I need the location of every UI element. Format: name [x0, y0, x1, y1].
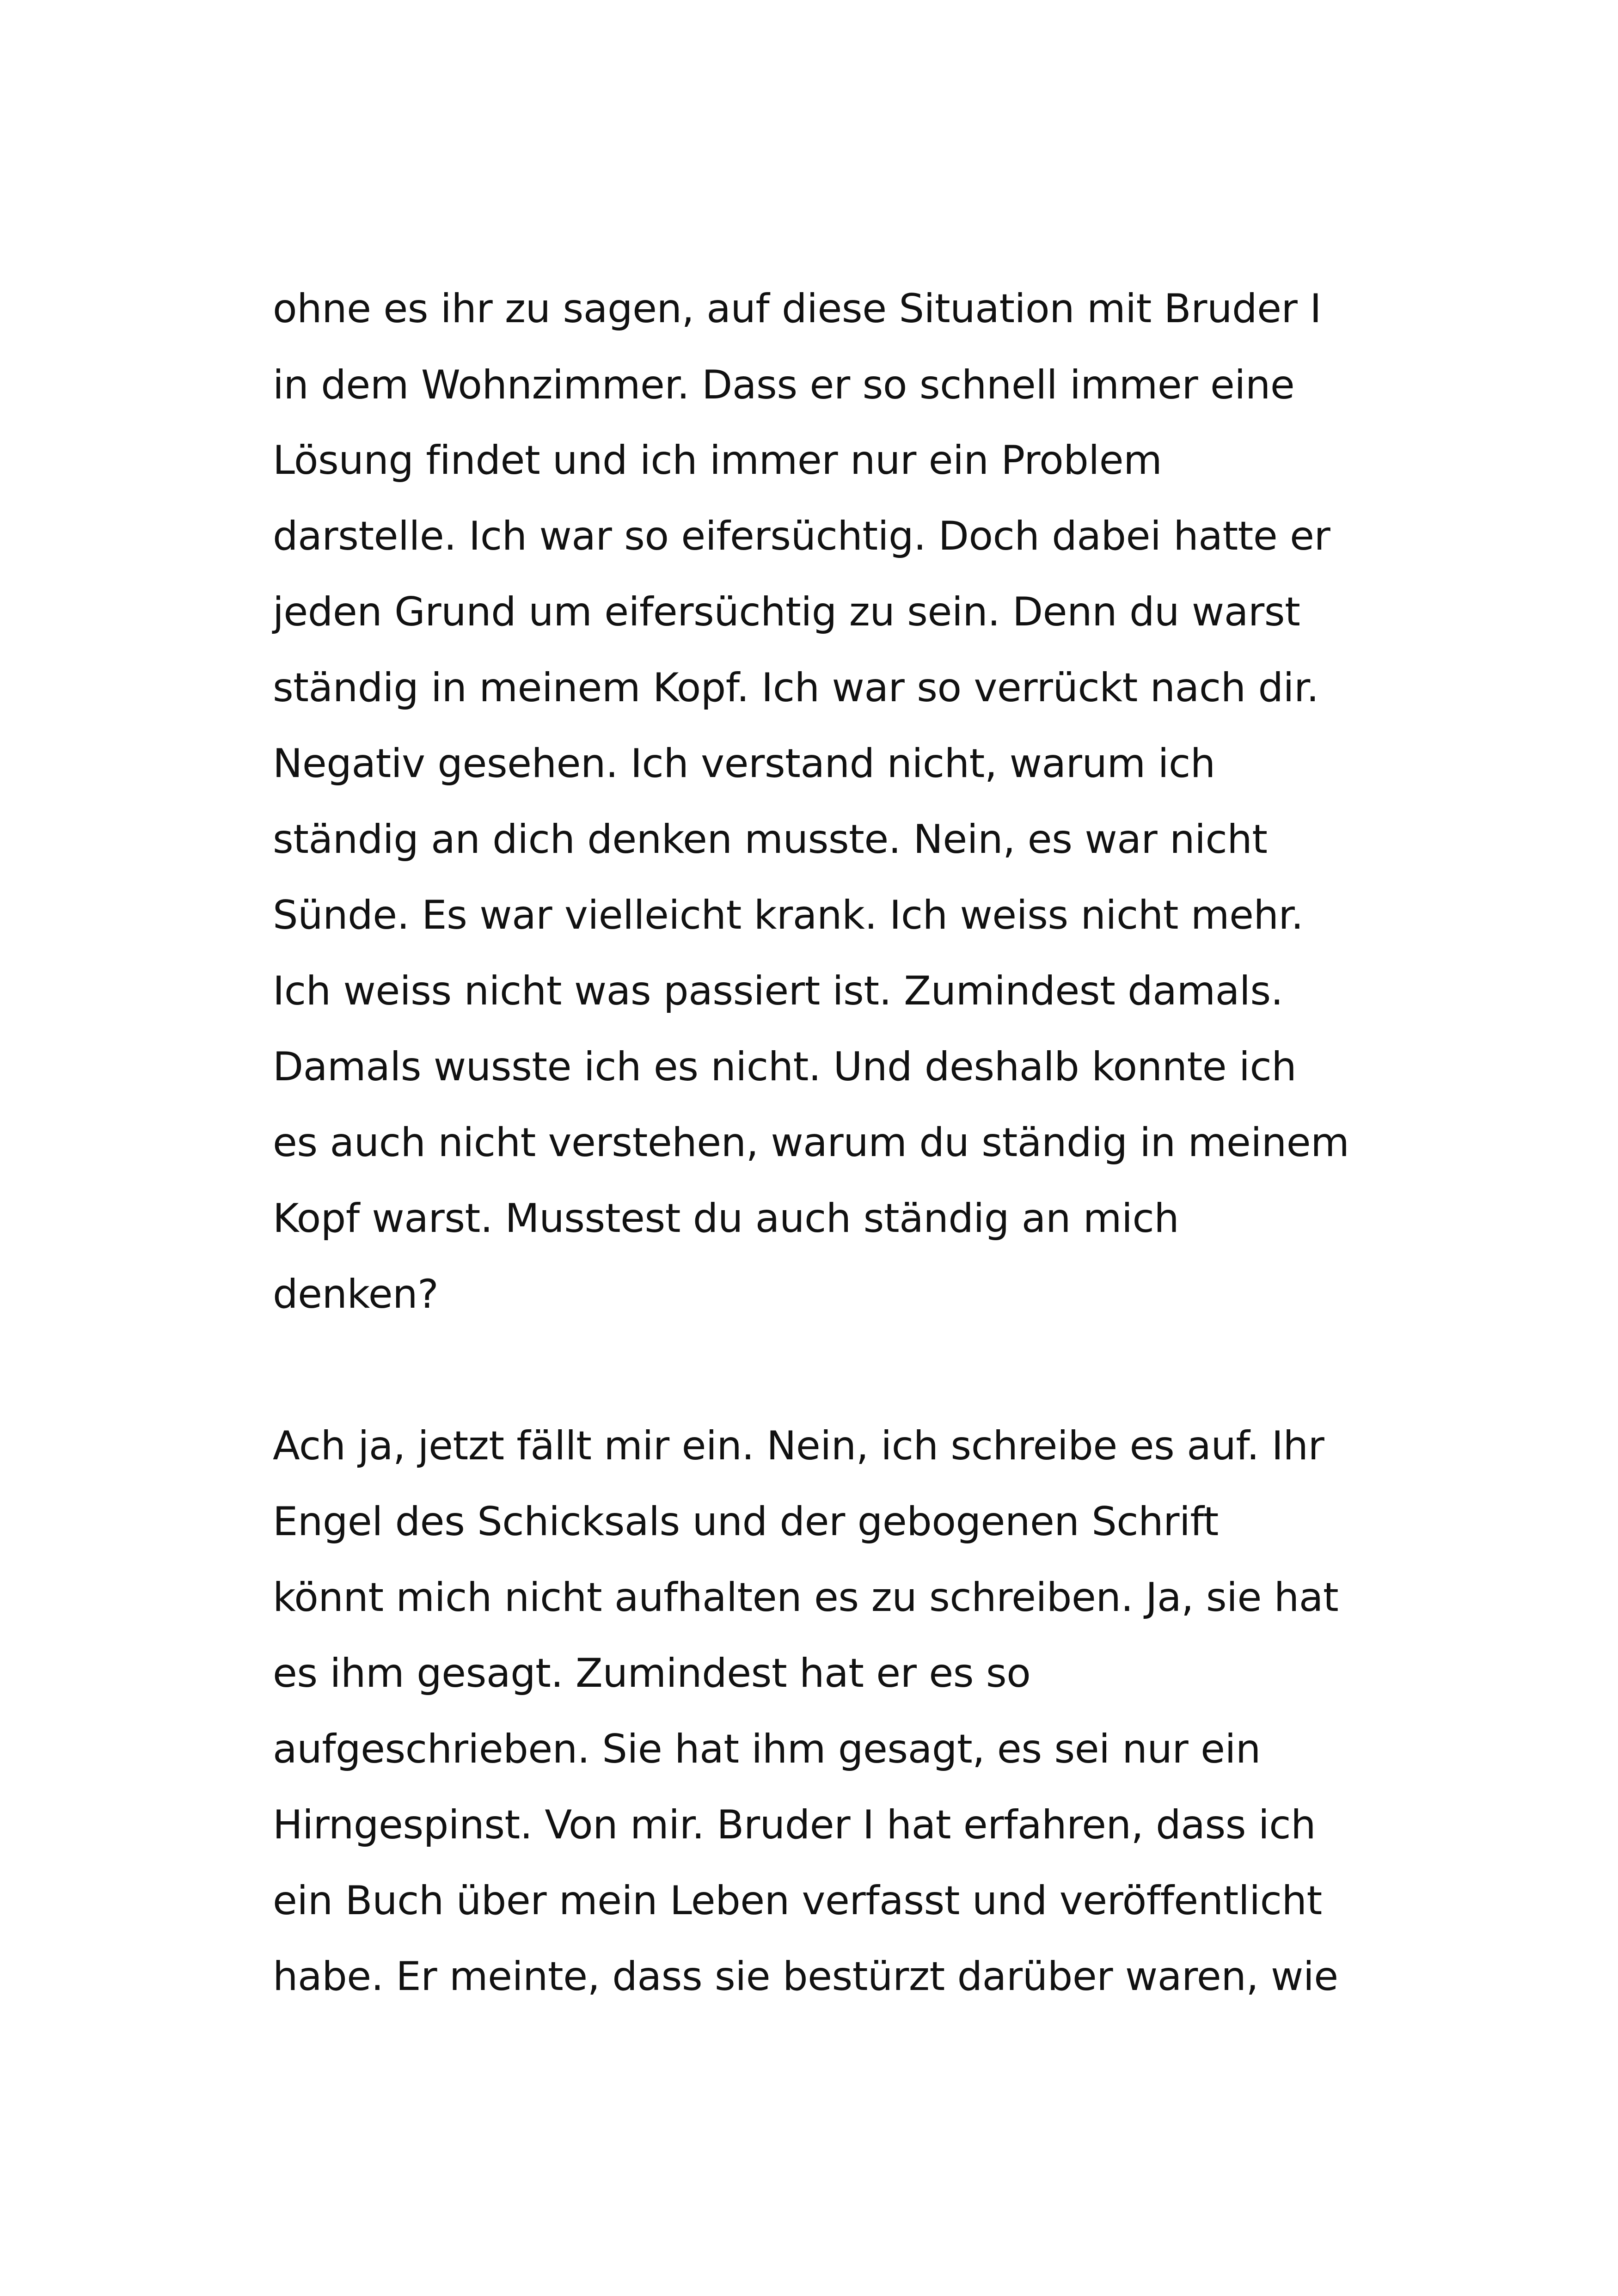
- text-line: es auch nicht verstehen, warum du ständig in meinem: [273, 1120, 1349, 1166]
- text-line: ohne es ihr zu sagen, auf diese Situation mit Bruder I: [273, 286, 1322, 332]
- text-line: Sünde. Es war vielleicht krank. Ich weiss nicht mehr.: [273, 892, 1304, 938]
- text-line: Damals wusste ich es nicht. Und deshalb konnte ich: [273, 1044, 1297, 1090]
- text-line: Lösung findet und ich immer nur ein Problem: [273, 437, 1162, 484]
- text-line: aufgeschrieben. Sie hat ihm gesagt, es sei nur ein: [273, 1726, 1261, 1772]
- text-line: habe. Er meinte, dass sie bestürzt darüber waren, wie: [273, 1953, 1338, 2000]
- text-line: Kopf warst. Musstest du auch ständig an mich: [273, 1195, 1179, 1242]
- text-line: Hirngespinst. Von mir. Bruder I hat erfahren, dass ich: [273, 1802, 1316, 1848]
- text-line: jeden Grund um eifersüchtig zu sein. Denn du warst: [273, 589, 1300, 635]
- text-line: ständig an dich denken musste. Nein, es war nicht: [273, 816, 1268, 863]
- text-line: ein Buch über mein Leben verfasst und veröffentlicht: [273, 1878, 1322, 1924]
- text-line: darstelle. Ich war so eifersüchtig. Doch dabei hatte er: [273, 513, 1330, 559]
- text-line: denken?: [273, 1271, 439, 1317]
- text-line: Ich weiss nicht was passiert ist. Zumindest damals.: [273, 968, 1283, 1014]
- text-line: Ach ja, jetzt fällt mir ein. Nein, ich schreibe es auf. Ihr: [273, 1423, 1324, 1469]
- text-line: ständig in meinem Kopf. Ich war so verrückt nach dir.: [273, 665, 1319, 711]
- text-line: Engel des Schicksals und der gebogenen Schrift: [273, 1499, 1219, 1545]
- text-line: Negativ gesehen. Ich verstand nicht, warum ich: [273, 741, 1215, 787]
- text-line: es ihm gesagt. Zumindest hat er es so: [273, 1650, 1031, 1696]
- text-line: in dem Wohnzimmer. Dass er so schnell immer eine: [273, 362, 1295, 408]
- text-line: könnt mich nicht aufhalten es zu schreiben. Ja, sie hat: [273, 1574, 1339, 1621]
